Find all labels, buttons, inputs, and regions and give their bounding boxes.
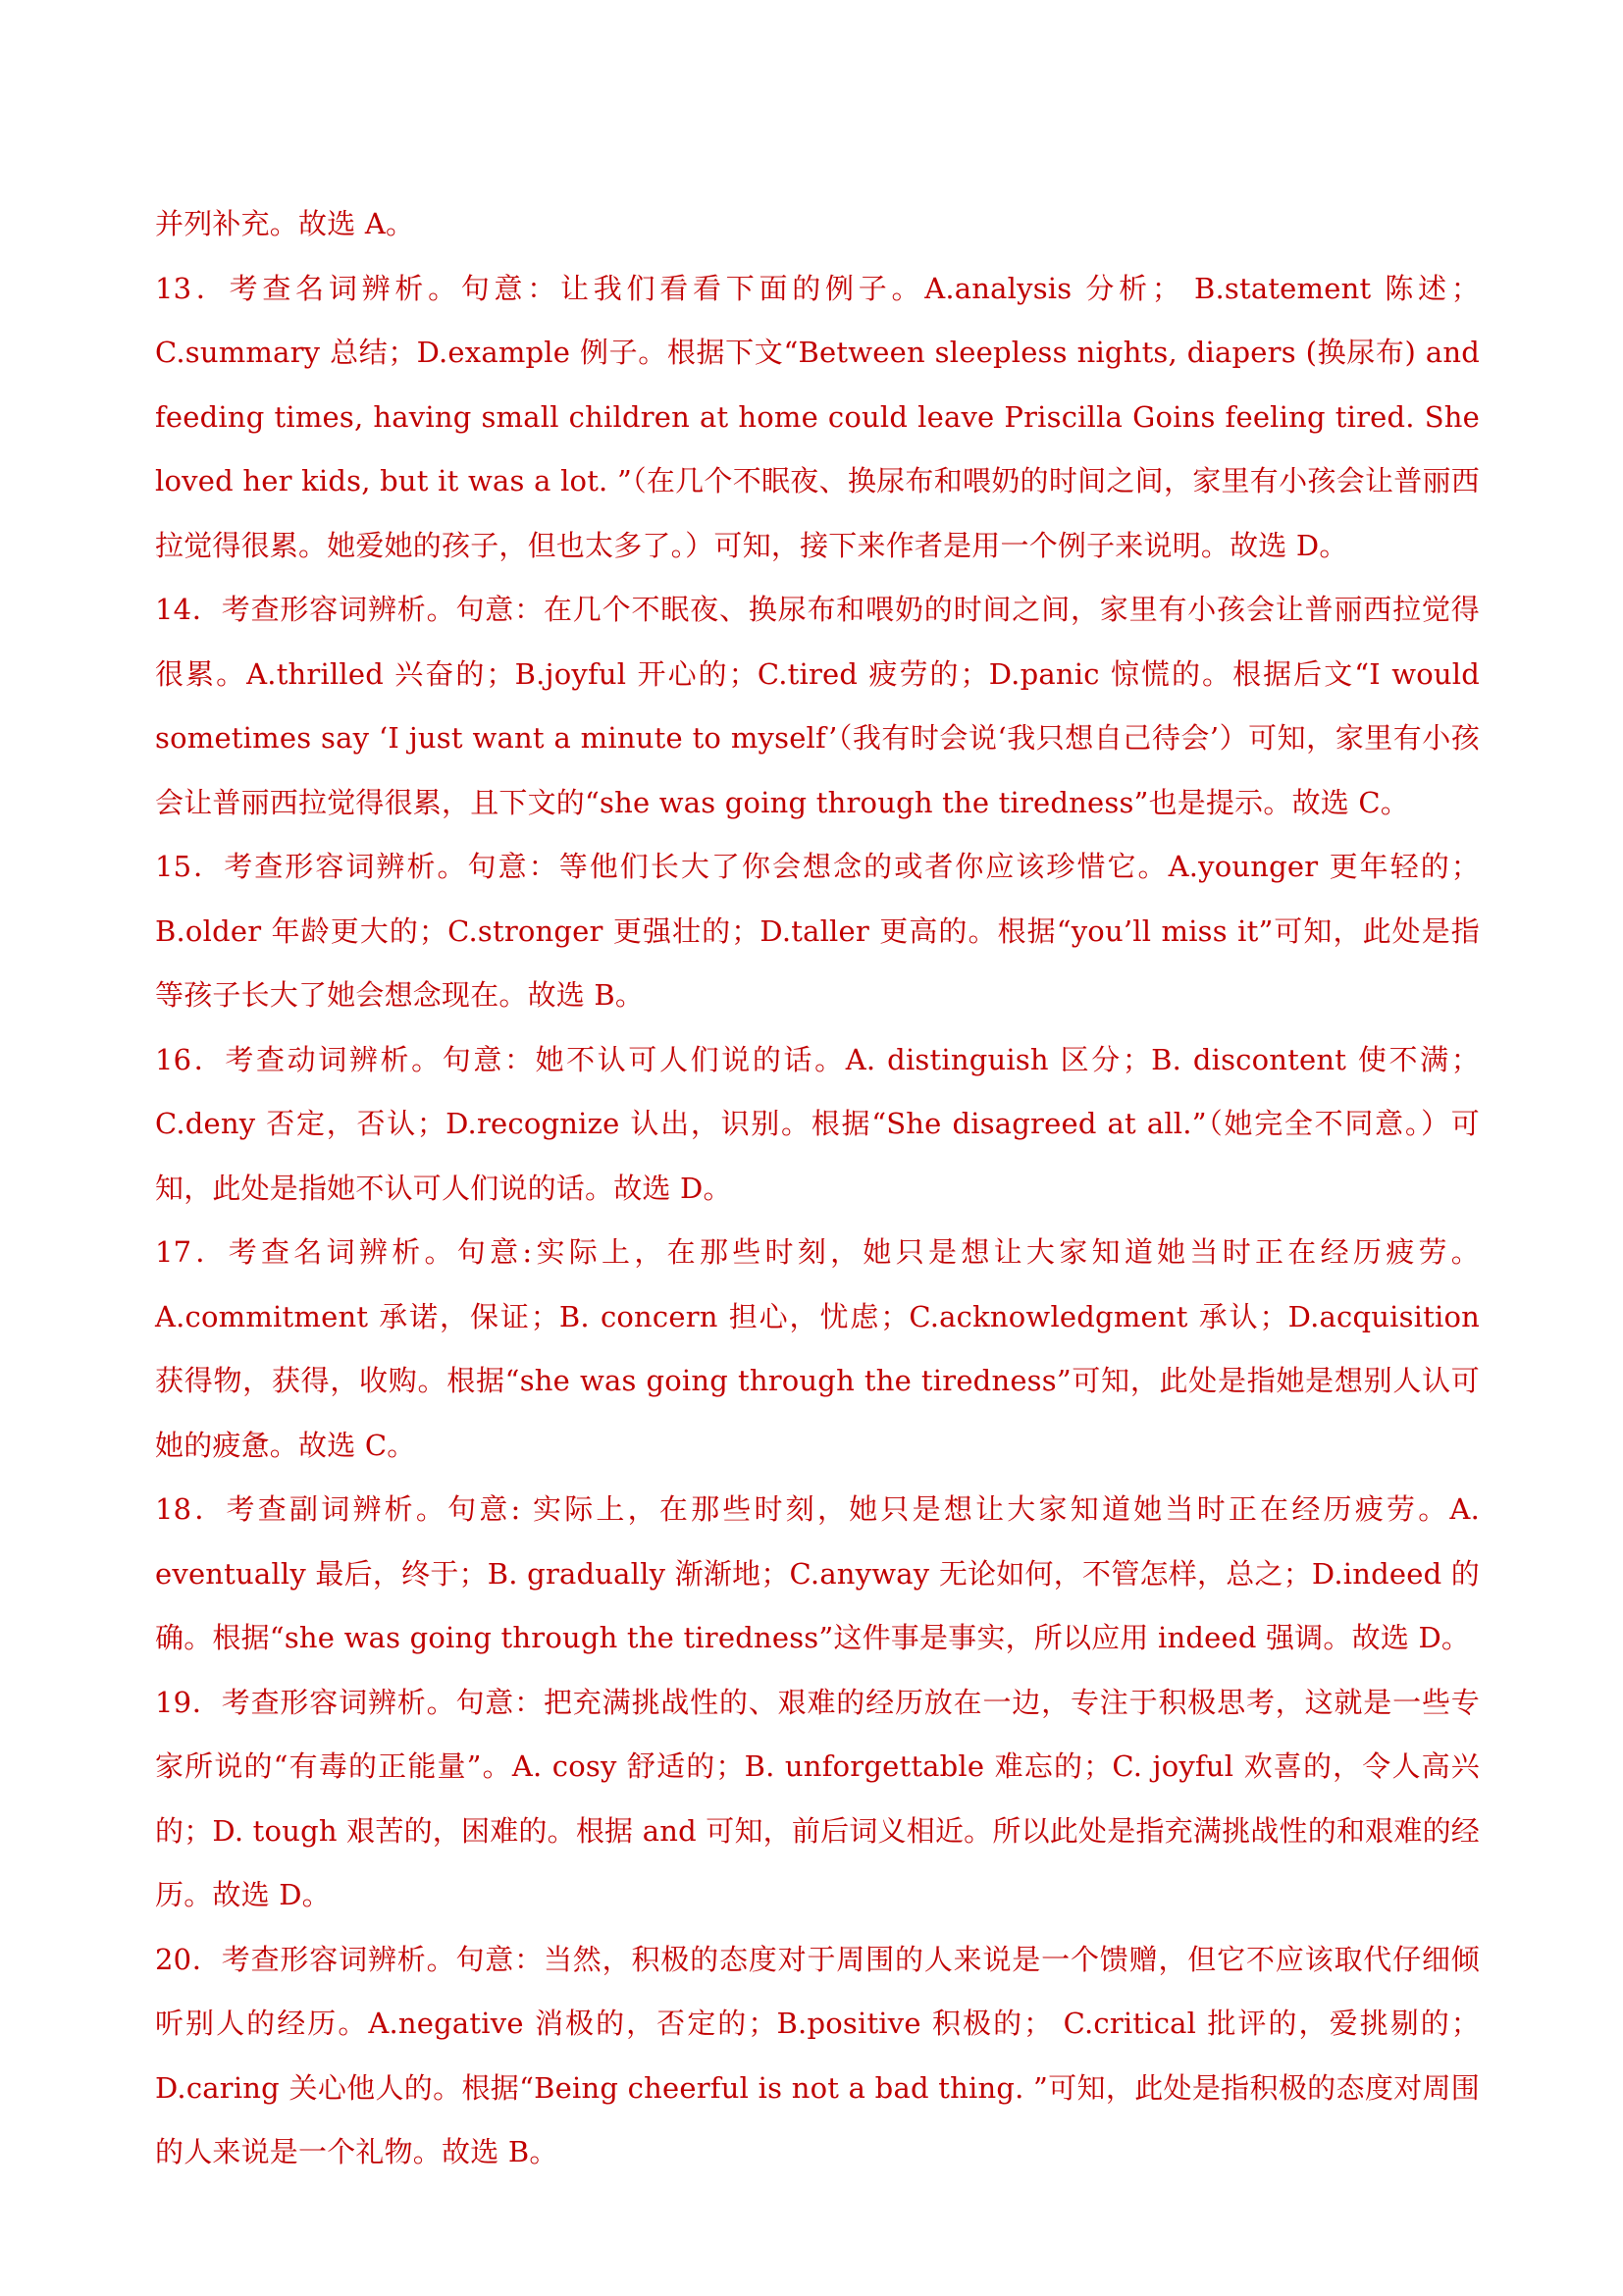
paragraph-q13: 13．考查名词辨析。句意：让我们看看下面的例子。A.analysis 分析； B.statement 陈述；C.summary 总结；D.example 例子。根据下文“Between sleepless nights, diapers (换尿布) and feeding times, having small children at home could leave Priscilla Goins feeling tired. She loved her kids, but it was a lot. ”（在几个不眠夜、换尿布和喂奶的时间之间，家里有小孩会让普丽西拉觉得很累。她爱她的孩子，但也太多了。）可知，接下来作者是用一个例子来说明。故选 D。 (155, 271, 1480, 562)
document-page (155, 192, 1480, 2185)
paragraph-continuation: 并列补充。故选 A。 (155, 207, 415, 240)
paragraph-q15: 15．考查形容词辨析。句意：等他们长大了你会想念的或者你应该珍惜它。A.younger 更年轻的；B.older 年龄更大的；C.stronger 更强壮的；D.taller 更高的。根据“you’ll miss it”可知，此处是指等孩子长大了她会想念现在。故选 B。 (155, 850, 1480, 1012)
paragraph-q16: 16．考查动词辨析。句意：她不认可人们说的话。A. distinguish 区分；B. discontent 使不满； C.deny 否定，否认；D.recognize 认出，识别。根据“She disagreed at all.”（她完全不同意。）可知，此处是指她不认可人们说的话。故选 D。 (155, 1042, 1480, 1205)
paragraph-q17: 17．考查名词辨析。句意:实际上，在那些时刻，她只是想让大家知道她当时正在经历疲劳。A.commitment 承诺，保证；B. concern 担心，忧虑；C.acknowledgment 承认；D.acquisition 获得物，获得，收购。根据“she was going through the tiredness”可知，此处是指她是想别人认可她的疲惫。故选 C。 (155, 1235, 1480, 1462)
paragraph-q18: 18．考查副词辨析。句意: 实际上，在那些时刻，她只是想让大家知道她当时正在经历疲劳。A. eventually 最后，终于；B. gradually 渐渐地；C.anyway 无论如何，不管怎样，总之；D.indeed 的确。根据“she was going through the tiredness”这件事是事实，所以应用 indeed 强调。故选 D。 (155, 1492, 1480, 1654)
paragraph-q19: 19．考查形容词辨析。句意：把充满挑战性的、艰难的经历放在一边，专注于积极思考，这就是一些专家所说的“有毒的正能量”。A. cosy 舒适的；B. unforgettable 难忘的；C. joyful 欢喜的，令人高兴的；D. tough 艰苦的，困难的。根据 and 可知，前后词义相近。所以此处是指充满挑战性的和艰难的经历。故选 D。 (155, 1685, 1480, 1911)
paragraph-q14: 14．考查形容词辨析。句意：在几个不眠夜、换尿布和喂奶的时间之间，家里有小孩会让普丽西拉觉得很累。A.thrilled 兴奋的；B.joyful 开心的；C.tired 疲劳的；D.panic 惊慌的。根据后文“I would sometimes say ‘I just want a minute to myself’（我有时会说‘我只想自己待会’）可知，家里有小孩会让普丽西拉觉得很累，且下文的“she was going through the tiredness”也是提示。故选 C。 (155, 593, 1480, 819)
paragraph-q20: 20．考查形容词辨析。句意：当然，积极的态度对于周围的人来说是一个馈赠，但它不应该取代仔细倾听别人的经历。A.negative 消极的，否定的；B.positive 积极的； C.critical 批评的，爱挑剔的；D.caring 关心他人的。根据“Being cheerful is not a bad thing. ”可知，此处是指积极的态度对周围的人来说是一个礼物。故选 B。 (155, 1942, 1480, 2168)
